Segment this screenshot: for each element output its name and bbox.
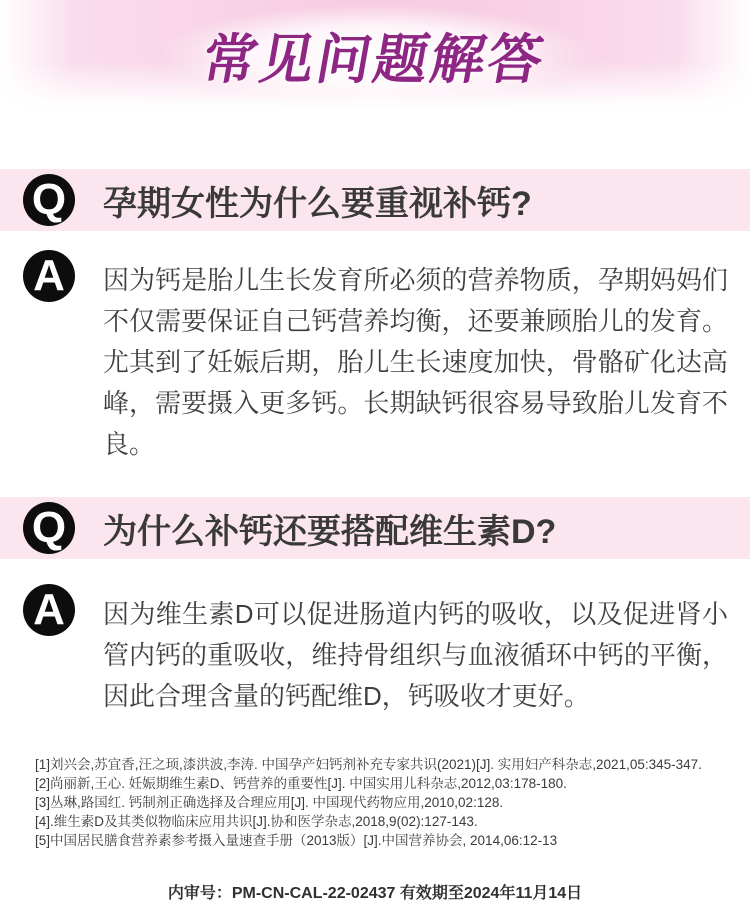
question-text-1: 孕期女性为什么要重视补钙?	[103, 184, 532, 223]
reference-line-1: [1]刘兴会,苏宜香,汪之顼,漆洪波,李涛. 中国孕产妇钙剂补充专家共识(2021)[J]. 实用妇产科杂志,2021,05:345-347.	[35, 757, 702, 772]
references-list	[0, 755, 750, 850]
page-header	[0, 0, 750, 110]
a-badge-icon: A	[23, 584, 75, 636]
reference-line-2: [2]尚丽新,王心. 妊娠期维生素D、钙营养的重要性[J]. 中国实用儿科杂志,2012,03:178-180.	[35, 776, 567, 791]
reference-line-3: [3]丛琳,路国红. 钙制剂正确选择及合理应用[J]. 中国现代药物应用,2010,02:128.	[35, 795, 504, 810]
q-badge-icon: Q	[23, 174, 75, 226]
answer-text-1: 因为钙是胎儿生长发育所必须的营养物质，孕期妈妈们不仅需要保证自己钙营养均衡，还要兼顾胎儿的发育。尤其到了妊娠后期，胎儿生长速度加快，骨骼矿化达高峰，需要摄入更多钙。长期缺钙很容易导致胎儿发育不良。	[103, 265, 728, 459]
question-text-2: 为什么补钙还要搭配维生素D?	[103, 512, 557, 551]
page-title: 常见问题解答	[197, 29, 551, 90]
faq-section-1	[0, 169, 750, 465]
answer-row-1	[0, 250, 750, 465]
q-badge-icon: Q	[23, 502, 75, 554]
reference-line-5: [5]中国居民膳食营养素参考摄入量速查手册（2013版）[J].中国营养协会, 2014,06:12-13	[35, 833, 558, 848]
question-row-2	[0, 497, 750, 559]
a-badge-icon: A	[23, 250, 75, 302]
faq-section-2	[0, 497, 750, 717]
answer-row-2	[0, 584, 750, 717]
answer-text-2: 因为维生素D可以促进肠道内钙的吸收，以及促进肾小管内钙的重吸收，维持骨组织与血液循环中钙的平衡，因此合理含量的钙配维D，钙吸收才更好。	[103, 599, 728, 711]
approval-footer: 内审号：PM-CN-CAL-22-02437 有效期至2024年11月14日	[167, 885, 583, 902]
reference-line-4: [4].维生素D及其类似物临床应用共识[J].协和医学杂志,2018,9(02):127-143.	[35, 814, 478, 829]
question-row-1	[0, 169, 750, 231]
